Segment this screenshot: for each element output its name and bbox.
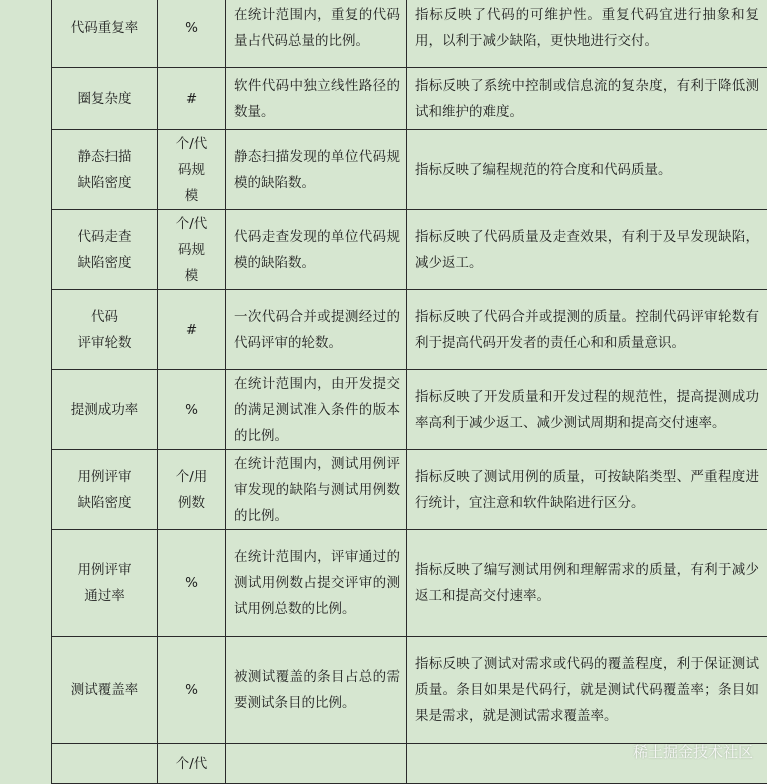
table-body: [52, 0, 767, 784]
metric-name-cell: 代码 评审轮数: [52, 290, 158, 370]
metric-description-cell: 指标反映了测试用例的质量，可按缺陷类型、严重程度进行统计，宜注意和软件缺陷进行区分。: [407, 450, 767, 530]
metric-definition-cell: 在统计范围内，重复的代码量占代码总量的比例。: [226, 0, 407, 68]
metric-definition-cell: 代码走查发现的单位代码规模的缺陷数。: [226, 210, 407, 290]
metric-unit-cell: %: [158, 0, 226, 68]
metric-name-cell: 提测成功率: [52, 370, 158, 450]
metric-name-cell: 圈复杂度: [52, 68, 158, 130]
metric-unit-cell: #: [158, 290, 226, 370]
metric-definition-cell: [226, 744, 407, 784]
metric-unit-cell: 个/代 码规 模: [158, 130, 226, 210]
metric-definition-cell: 在统计范围内，测试用例评审发现的缺陷与测试用例数的比例。: [226, 450, 407, 530]
metric-unit-cell: %: [158, 530, 226, 637]
metric-definition-cell: 被测试覆盖的条目占总的需要测试条目的比例。: [226, 637, 407, 744]
metric-unit-cell: 个/代 码规 模: [158, 210, 226, 290]
metric-description-cell: 指标反映了编程规范的符合度和代码质量。: [407, 130, 767, 210]
table-row: [52, 68, 767, 130]
metric-definition-cell: 在统计范围内，由开发提交的满足测试准入条件的版本的比例。: [226, 370, 407, 450]
metric-name-cell: 代码重复率: [52, 0, 158, 68]
table-row: [52, 290, 767, 370]
table-row: [52, 130, 767, 210]
table-row: [52, 210, 767, 290]
metric-name-cell: 测试覆盖率: [52, 637, 158, 744]
metric-definition-cell: 在统计范围内，评审通过的测试用例数占提交评审的测试用例总数的比例。: [226, 530, 407, 637]
metric-description-cell: 指标反映了代码的可维护性。重复代码宜进行抽象和复用，以利于减少缺陷，更快地进行交付。: [407, 0, 767, 68]
metric-name-cell: [52, 744, 158, 784]
table-row: [52, 370, 767, 450]
table-row: [52, 0, 767, 68]
table-row: [52, 637, 767, 744]
metric-unit-cell: %: [158, 370, 226, 450]
watermark-text: 稀土掘金技术社区: [633, 741, 753, 762]
metric-name-cell: 用例评审 缺陷密度: [52, 450, 158, 530]
metric-description-cell: 指标反映了测试对需求或代码的覆盖程度，利于保证测试质量。条目如果是代码行，就是测试代码覆盖率；条目如果是需求，就是测试需求覆盖率。: [407, 637, 767, 744]
metric-name-cell: 静态扫描 缺陷密度: [52, 130, 158, 210]
metric-description-cell: 指标反映了开发质量和开发过程的规范性，提高提测成功率高利于减少返工、减少测试周期和提高交付速率。: [407, 370, 767, 450]
metric-description-cell: 指标反映了编写测试用例和理解需求的质量，有利于减少返工和提高交付速率。: [407, 530, 767, 637]
metric-definition-cell: 软件代码中独立线性路径的数量。: [226, 68, 407, 130]
metric-unit-cell: 个/用 例数: [158, 450, 226, 530]
metric-unit-cell: 个/代: [158, 744, 226, 784]
metric-description-cell: 指标反映了代码质量及走查效果，有利于及早发现缺陷，减少返工。: [407, 210, 767, 290]
metric-unit-cell: #: [158, 68, 226, 130]
metric-definition-cell: 一次代码合并或提测经过的代码评审的轮数。: [226, 290, 407, 370]
metric-description-cell: 指标反映了代码合并或提测的质量。控制代码评审轮数有利于提高代码开发者的责任心和和质量意识。: [407, 290, 767, 370]
table-row: [52, 450, 767, 530]
metrics-table: [51, 0, 767, 784]
metric-definition-cell: 静态扫描发现的单位代码规模的缺陷数。: [226, 130, 407, 210]
table-row: [52, 530, 767, 637]
metric-description-cell: 指标反映了系统中控制或信息流的复杂度，有利于降低测试和维护的难度。: [407, 68, 767, 130]
metric-name-cell: 用例评审 通过率: [52, 530, 158, 637]
metric-unit-cell: %: [158, 637, 226, 744]
metric-name-cell: 代码走查 缺陷密度: [52, 210, 158, 290]
